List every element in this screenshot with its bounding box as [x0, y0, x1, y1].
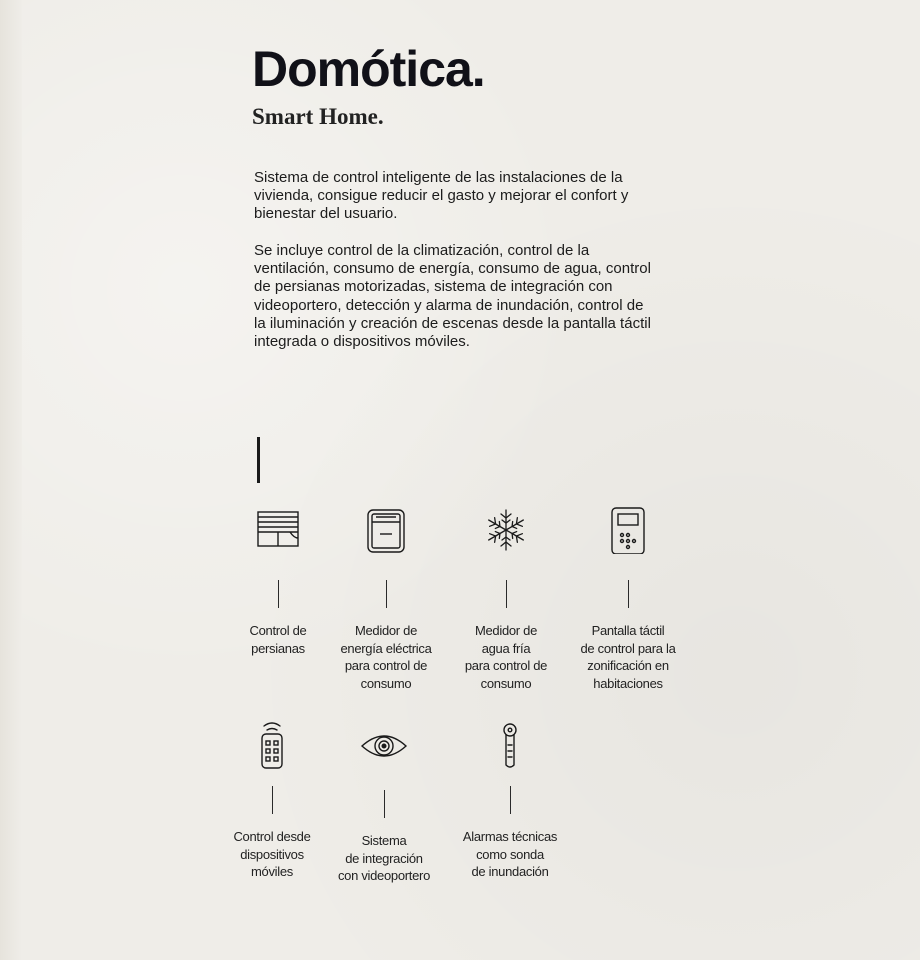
flood-probe-icon: [486, 718, 534, 772]
snowflake-icon: [482, 506, 530, 554]
feature-label: Sistema de integración con videoportero: [337, 833, 431, 883]
remote-control-icon: [248, 718, 296, 772]
feature-connector: [510, 786, 511, 814]
feature-label: Pantalla táctil de control para la zonificación en habitaciones: [580, 623, 676, 691]
blinds-icon: [254, 506, 302, 554]
feature-connector: [384, 790, 385, 818]
page-title: Domótica.: [252, 41, 485, 97]
intro-paragraph-1: Sistema de control inteligente de las instalaciones de la vivienda, consigue reducir el gasto y mejorar el confort y bienestar del usuario.: [254, 169, 629, 223]
feature-water-meter: [441, 506, 571, 692]
feature-connector: [628, 580, 629, 608]
touch-panel-icon: [604, 506, 652, 554]
feature-connector: [278, 580, 279, 608]
feature-connector: [272, 786, 273, 814]
section-divider-bar: [257, 437, 260, 483]
feature-label: Control desde dispositivos móviles: [233, 829, 311, 879]
feature-label: Medidor de agua fría para control de consumo: [464, 623, 548, 691]
feature-touch-panel: [563, 506, 693, 692]
energy-meter-icon: [362, 506, 410, 554]
feature-energy-meter: [321, 506, 451, 692]
feature-label: Medidor de energía eléctrica para control de consumo: [340, 623, 432, 691]
page-subtitle: Smart Home.: [252, 104, 384, 129]
feature-label: Alarmas técnicas como sonda de inundación: [462, 829, 558, 879]
feature-label: Control de persianas: [249, 623, 307, 656]
intro-paragraph-2: Se incluye control de la climatización, control de la ventilación, consumo de energía, consumo de agua, control de persianas motorizadas, sistema de integración con videoportero, detección y alarma de inundación, control de la iluminación y creación de escenas desde la pantalla táctil integrada o dispositivos móviles.: [254, 242, 651, 351]
page-edge: [0, 0, 22, 960]
feature-mobile-control: [207, 718, 337, 881]
feature-flood-alarm: [445, 718, 575, 881]
eye-icon: [360, 722, 408, 770]
feature-connector: [506, 580, 507, 608]
feature-connector: [386, 580, 387, 608]
feature-video-intercom: [319, 722, 449, 885]
